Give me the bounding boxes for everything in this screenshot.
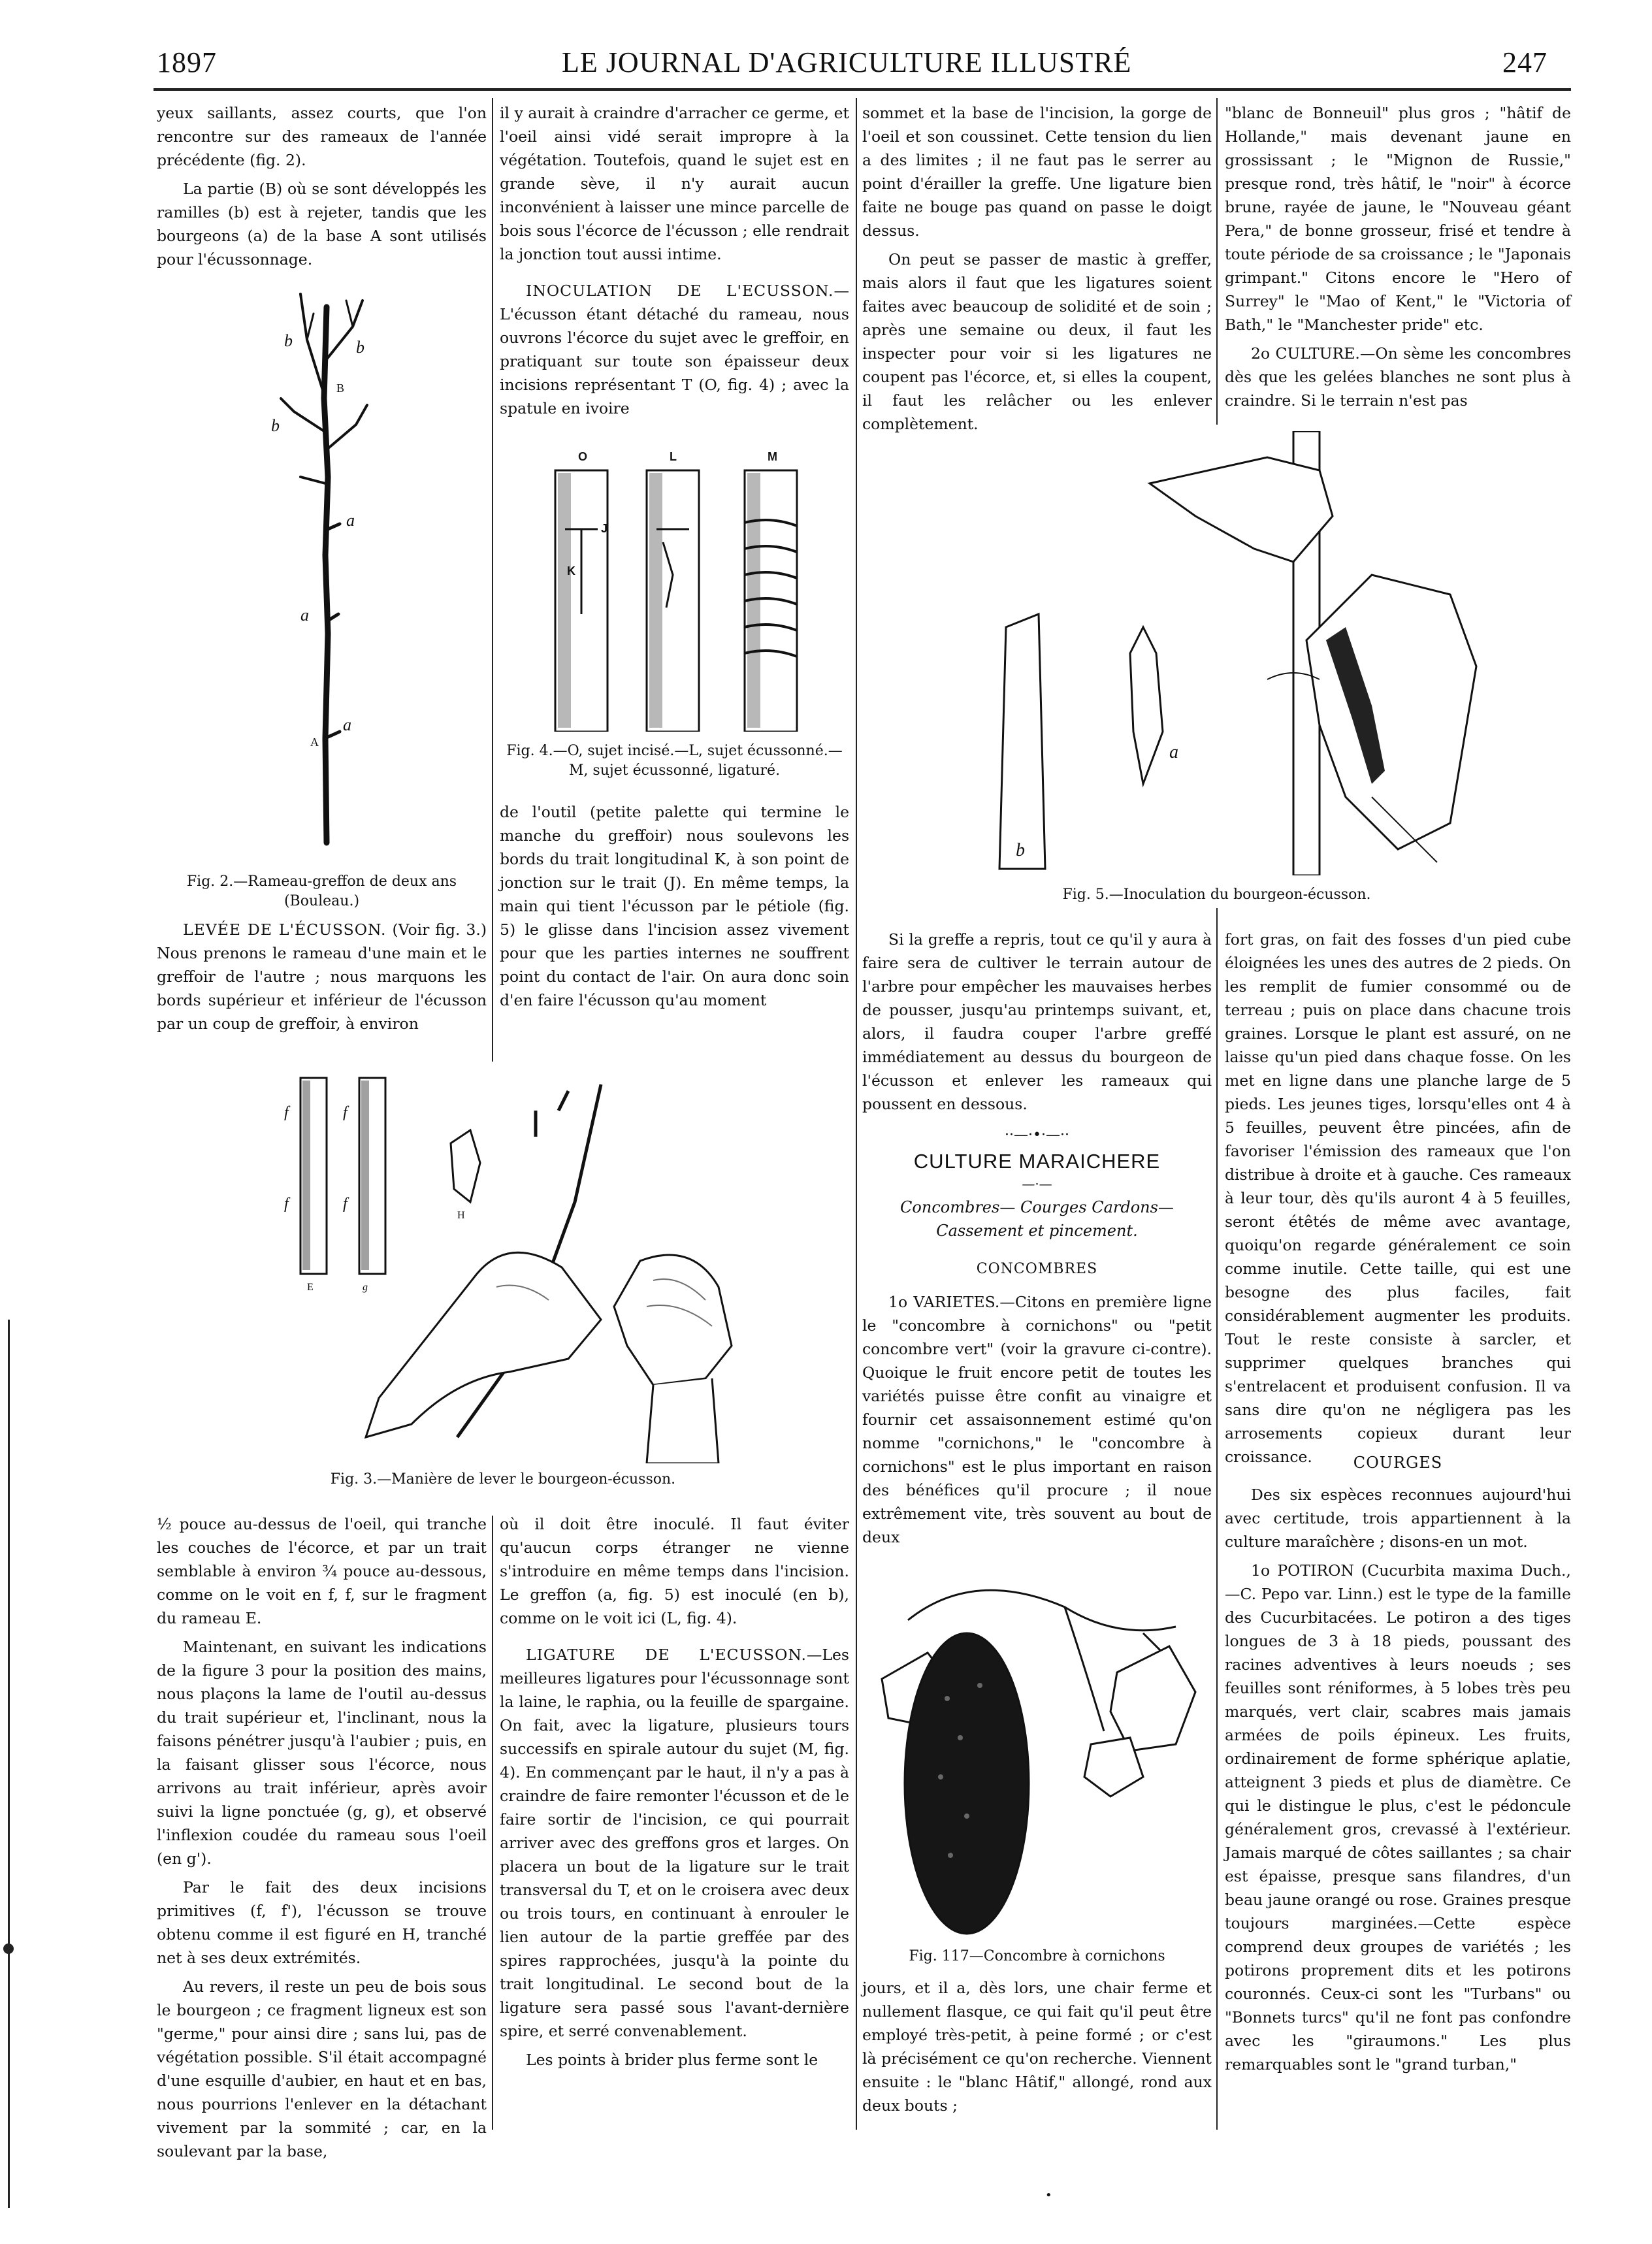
col2-bottom-text [500,1512,849,2077]
fig2-label-b: b [356,338,364,357]
fig2-label-a: a [343,715,351,734]
divider [856,98,857,2130]
inoculation-heading: INOCULATION DE L'ECUSSON. [526,282,834,300]
fig117-cucumber-illustration [869,1568,1202,1940]
paragraph: ½ pouce au-dessus de l'oeil, qui tranche les couches de l'écorce, et par un trait semblable à environ ¾ pouce au-dessous, comme on le voit en f, f, sur le fragment du rameau E. [157,1515,487,1627]
fig3-label-E: E [307,1282,314,1293]
fig2-branch-illustration [216,281,431,849]
paragraph: Par le fait des deux incisions primitives (f, f'), l'écusson se trouve obtenu comme il est figuré en H, tranché net à ses deux extrémités. [157,1878,487,1967]
levee-section [157,918,487,1041]
page-number: 247 [1502,46,1547,78]
col2-mid-text [500,800,849,1017]
col4-top-text [1225,101,1571,417]
fig2-label-b: b [271,416,280,435]
paragraph: 1o VARIETES.—Citons en première ligne le "concombre à cornichons" ou "petit concombre vert" (voir la gravure ci-contre). Quoique le fruit encore petit de toutes les variétés puisse être confit au vinaigre et fournir cet assaisonnement estimé qu'on nomme "cornichons," le "concombre à cornichons" est le plus important en raison des bénéfices qu'il procure ; il noue extrêmement vite, très souvent au bout de deux [862,1293,1212,1546]
fig3-label-H: H [457,1210,465,1221]
fig3-label-f: f [284,1195,289,1212]
paragraph: On peut se passer de mastic à greffer, mais alors il faut que les ligatures soient faites avec beaucoup de solidité et de soin ; après une semaine ou deux, il faut les inspecter pour voir si les ligatures ne coupent pas l'écorce, et, si elles la coupent, il faut les relâcher ou les enlever complètement. [862,250,1212,433]
ligature-text: —Les meilleures ligatures pour l'écussonnage sont la laine, le raphia, ou la feuille de spargaine. On fait, avec la ligature, plusieurs tours successifs en spirale autour du sujet (M, fig. 4). En commençant par le haut, il n'y a pas à craindre de faire remonter l'écusson et de le faire sortir de l'incision, ce qui pourrait arriver avec des greffons gros et larges. On placera un bout de la ligature sur le trait transversal du T, et on le croisera avec deux ou trois tours, en continuant à enrouler le lien autour de la partie greffée par des spires rapprochées, jusqu'à la pointe du trait longitudinal. Le second bout de la ligature sera passé sous l'avant-dernière spire, et serré convenablement. [500,1646,849,2040]
fig3-caption: Fig. 3.—Manière de lever le bourgeon-écusson. [330,1471,676,1488]
varietes-text [862,1290,1212,1554]
courges-heading: COURGES [1353,1454,1443,1472]
margin-dot [3,1943,14,1954]
fig2-label-B: B [336,382,345,395]
journal-title: LE JOURNAL D'AGRICULTURE ILLUSTRÉ [562,46,1132,78]
culture-subtitle: Concombres— Courges Cardons— Cassement et pincement. [900,1198,1174,1240]
paragraph: jours, et il a, dès lors, une chair ferme et nullement flasque, ce qui fait qu'il peut être employé très-petit, à peine formé ; or c'est là précisément ce qu'on recherche. Viennent ensuite : le "blanc Hâtif," allongé, rond aux deux bouts ; [862,1979,1212,2115]
header-rule [154,88,1571,91]
inoculation-text: —L'écusson étant détaché du rameau, nous ouvrons l'écorce du sujet avec le greffoir, en pratiquant sur toute son épaisseur deux incisions représentant T (O, fig. 4) ; avec la spatule en ivoire [500,282,849,417]
fig5-caption: Fig. 5.—Inoculation du bourgeon-écusson. [1062,886,1371,903]
col3-mid-text [862,928,1212,1121]
col2-top-text [500,101,849,425]
paragraph: Au revers, il reste un peu de bois sous le bourgeon ; ce fragment ligneux est son "germe," pour ainsi dire ; sans lui, pas de végétation possible. S'il était accompagné d'une esquille d'aubier, en haut et en bas, nous pourrions l'enlever en la détachant vivement par la sommité ; car, en la soulevant par la base, [157,1977,487,2160]
margin-line [8,1320,10,2208]
paragraph: yeux saillants, assez courts, que l'on rencontre sur des rameaux de l'année précédente (fig. 2). [157,104,487,169]
fig5-label-b: b [1016,840,1025,860]
paragraph: de l'outil (petite palette qui termine le manche du greffoir) nous soulevons les bords du trait longitudinal K, à son point de jonction sur le trait (J). En même temps, la main qui tient l'écusson par le pétiole (fig. 5) le glisse dans l'incision assez vivement pour que les parties internes ne souffrent point du contact de l'air. On aura donc soin d'en faire l'écusson qu'au moment [500,803,849,1009]
paragraph: il y aurait à craindre d'arracher ce germe, et l'oeil ainsi vidé serait impropre à la végétation. Toutefois, quand le sujet est en grande sève, il n'y aurait aucun inconvénient à laisser une mince parcelle de bois sous l'écorce de l'écusson ; elle rendrait la jonction tout aussi intime. [500,104,849,263]
col4-mid-text [1225,928,1571,1474]
fig3-label-f: f [343,1104,348,1121]
fig2-label-A: A [310,736,319,749]
fig3-illustration [261,1071,817,1463]
paragraph: "blanc de Bonneuil" plus gros ; "hâtif de Hollande," mais devenant jaune en grossissant ; le "Mignon de Russie," presque rond, très hâtif, le "noir" à écorce brune, rayée de jaune, le "Nouveau géant Pera," de bonne grosseur, frisé et tendre à toute période de sa croissance ; le "Japonais grimpant." Citons encore le "Hero of Surrey" le "Mao of Kent," le "Victoria of Bath," le "Manchester pride" etc. [1225,104,1571,334]
paragraph: Si la greffe a repris, tout ce qu'il y aura à faire sera de cultiver le terrain autour de l'arbre pour empêcher les mauvaises herbes de pousser, jusqu'au printemps suivant, et, alors, il faudra couper l'arbre greffé immédiatement au dessus du bourgeon de l'écusson et enlever les rameaux qui poussent en dessous. [862,930,1212,1113]
col3-bottom-text [862,1976,1212,2122]
divider [492,98,493,1062]
fig3-label-f: f [284,1104,289,1121]
divider [1216,908,1218,2130]
fig117-caption: Fig. 117—Concombre à cornichons [909,1948,1165,1964]
divider [492,1516,493,2130]
col1-bottom-text [157,1512,487,2168]
fig4-illustration [542,444,836,732]
fig4-label-O: O [578,450,588,463]
paragraph: Les points à brider plus ferme sont le [526,2051,818,2069]
paragraph: sommet et la base de l'incision, la gorge de l'oeil et son coussinet. Cette tension du lien a des limites ; il ne faut pas le serrer au point d'érailler la greffe. Une ligature bien faite ne bouge pas quand on passe le doigt dessus. [862,104,1212,240]
culture-title: CULTURE MARAICHERE [913,1150,1161,1173]
ligature-heading: LIGATURE DE L'ECUSSON. [526,1646,807,1664]
fig5-label-a: a [1169,742,1178,762]
concombres-heading: CONCOMBRES [976,1261,1098,1277]
fig2-label-b: b [284,331,293,350]
paragraph: où il doit être inoculé. Il faut éviter qu'aucun corps étranger ne vienne s'introduire en même temps dans l'incision. Le greffon (a, fig. 5) est inoculé (en b), comme on le voit ici (L, fig. 4). [500,1515,849,1627]
fig4-caption: Fig. 4.—O, sujet incisé.—L, sujet écussonné.—M, sujet écussonné, ligaturé. [506,743,843,779]
fig3-label-g: g [363,1282,368,1293]
fig2-label-a: a [346,511,355,530]
fig4-label-L: L [670,450,677,463]
fig4-label-M: M [768,450,777,463]
paragraph: fort gras, on fait des fosses d'un pied cube éloignées les unes des autres de 2 pieds. On les remplit de fumier consommé ou de terreau ; puis on place dans chacune trois graines. Lorsque le plant est assuré, on ne laisse qu'un pied dans chaque fosse. On les met en ligne dans une planche large de 5 pieds. Les jeunes tiges, lorsqu'elles ont 4 à 5 feuilles, peuvent être pincées, afin de favoriser l'émission des rameaux que l'on distribue à droite et à gauche. Ces rameaux à leur tour, dès qu'ils auront 4 à 5 feuilles, seront étêtés de même avec avantage, quoiqu'on regarde généralement ce soin comme inutile. Cette taille, qui est une besogne des plus faciles, fait considérablement augmenter les produits. Tout le reste consiste à sarcler, et supprimer quelques branches qui s'entrelacent et produisent confusion. Il va sans dire qu'on ne négligera pas les arrosements copieux durant leur croissance. [1225,930,1571,1466]
fig3-label-f: f [343,1195,348,1212]
divider [1216,98,1218,425]
paragraph: La partie (B) où se sont développés les ramilles (b) est à rejeter, tandis que les bourgeons (a) de la base A sont utilisés pour l'écussonnage. [157,180,487,268]
col3-top-text [862,101,1212,441]
paragraph: 2o CULTURE.—On sème les concombres dès que les gelées blanches ne sont plus à craindre. Si le terrain n'est pas [1225,344,1571,410]
levee-heading: LEVÉE DE L'ÉCUSSON. [183,920,387,939]
ornament: —·— [1022,1176,1052,1192]
ornament: ··—·•·—·· [1005,1127,1069,1143]
paragraph: Maintenant, en suivant les indications de la figure 3 pour la position des mains, nous plaçons la lame de l'outil au-dessus du trait supérieur et, l'inclinant, nous la faisons pénétrer jusqu'à l'aubier ; puis, en la faisant glisser sous l'écorce, nous arrivons au trait inférieur, après avoir suivi la ligne ponctuée (g, g), et observé l'inflexion coudée du rameau sous l'oeil (en g'). [157,1638,487,1868]
cucumber-fruit [905,1633,1029,1934]
paragraph: 1o POTIRON (Cucurbita maxima Duch.,—C. Pepo var. Linn.) est le type de la famille des Cucurbitacées. Le potiron a des tiges longues de 3 à 18 pieds, poussant des racines adventives à leurs noeuds ; ses feuilles sont réniformes, à 5 lobes très peu marqués, vert clair, scabres mais jamais armées de poils épineux. Les fruits, ordinairement de forme sphérique aplatie, atteignent 3 pieds et plus de diamètre. Ce qui le distingue le plus, c'est le pédoncule généralement gros, crevassé à l'extérieur. Jamais marqué de côtes saillantes ; sa chair est épaisse, presque sans filandres, d'un beau jaune orangé ou rose. Graines presque toujours marginées.—Cette espèce comprend deux groupes de variétés ; les potirons proprement dits et les potirons couronnés. Ceux-ci sont les "Turbans" ou "Bonnets turcs" qu'il ne font pas confondre avec les "giraumons." Les plus remarquables sont le "grand turban," [1225,1561,1571,2073]
paragraph: Des six espèces reconnues aujourd'hui avec certitude, trois appartiennent à la culture maraîchère ; disons-en un mot. [1225,1486,1571,1551]
fig4-label-J: J [601,522,608,535]
fig2-caption: Fig. 2.—Rameau-greffon de deux ans (Bouleau.) [186,873,457,909]
footer-dot: • [1045,2188,1052,2202]
levee-text: (Voir fig. 3.) Nous prenons le rameau d'une main et le greffoir de l'autre ; nous marquons les bords supérieur et inférieur de l'écusson par un coup de greffoir, à environ [157,920,487,1033]
fig5-illustration [980,431,1502,875]
fig2-label-a: a [300,606,309,625]
courges-section [1225,1483,1571,2081]
page-year: 1897 [157,46,217,78]
fig4-label-K: K [567,564,575,577]
col1-top-text [157,101,487,276]
